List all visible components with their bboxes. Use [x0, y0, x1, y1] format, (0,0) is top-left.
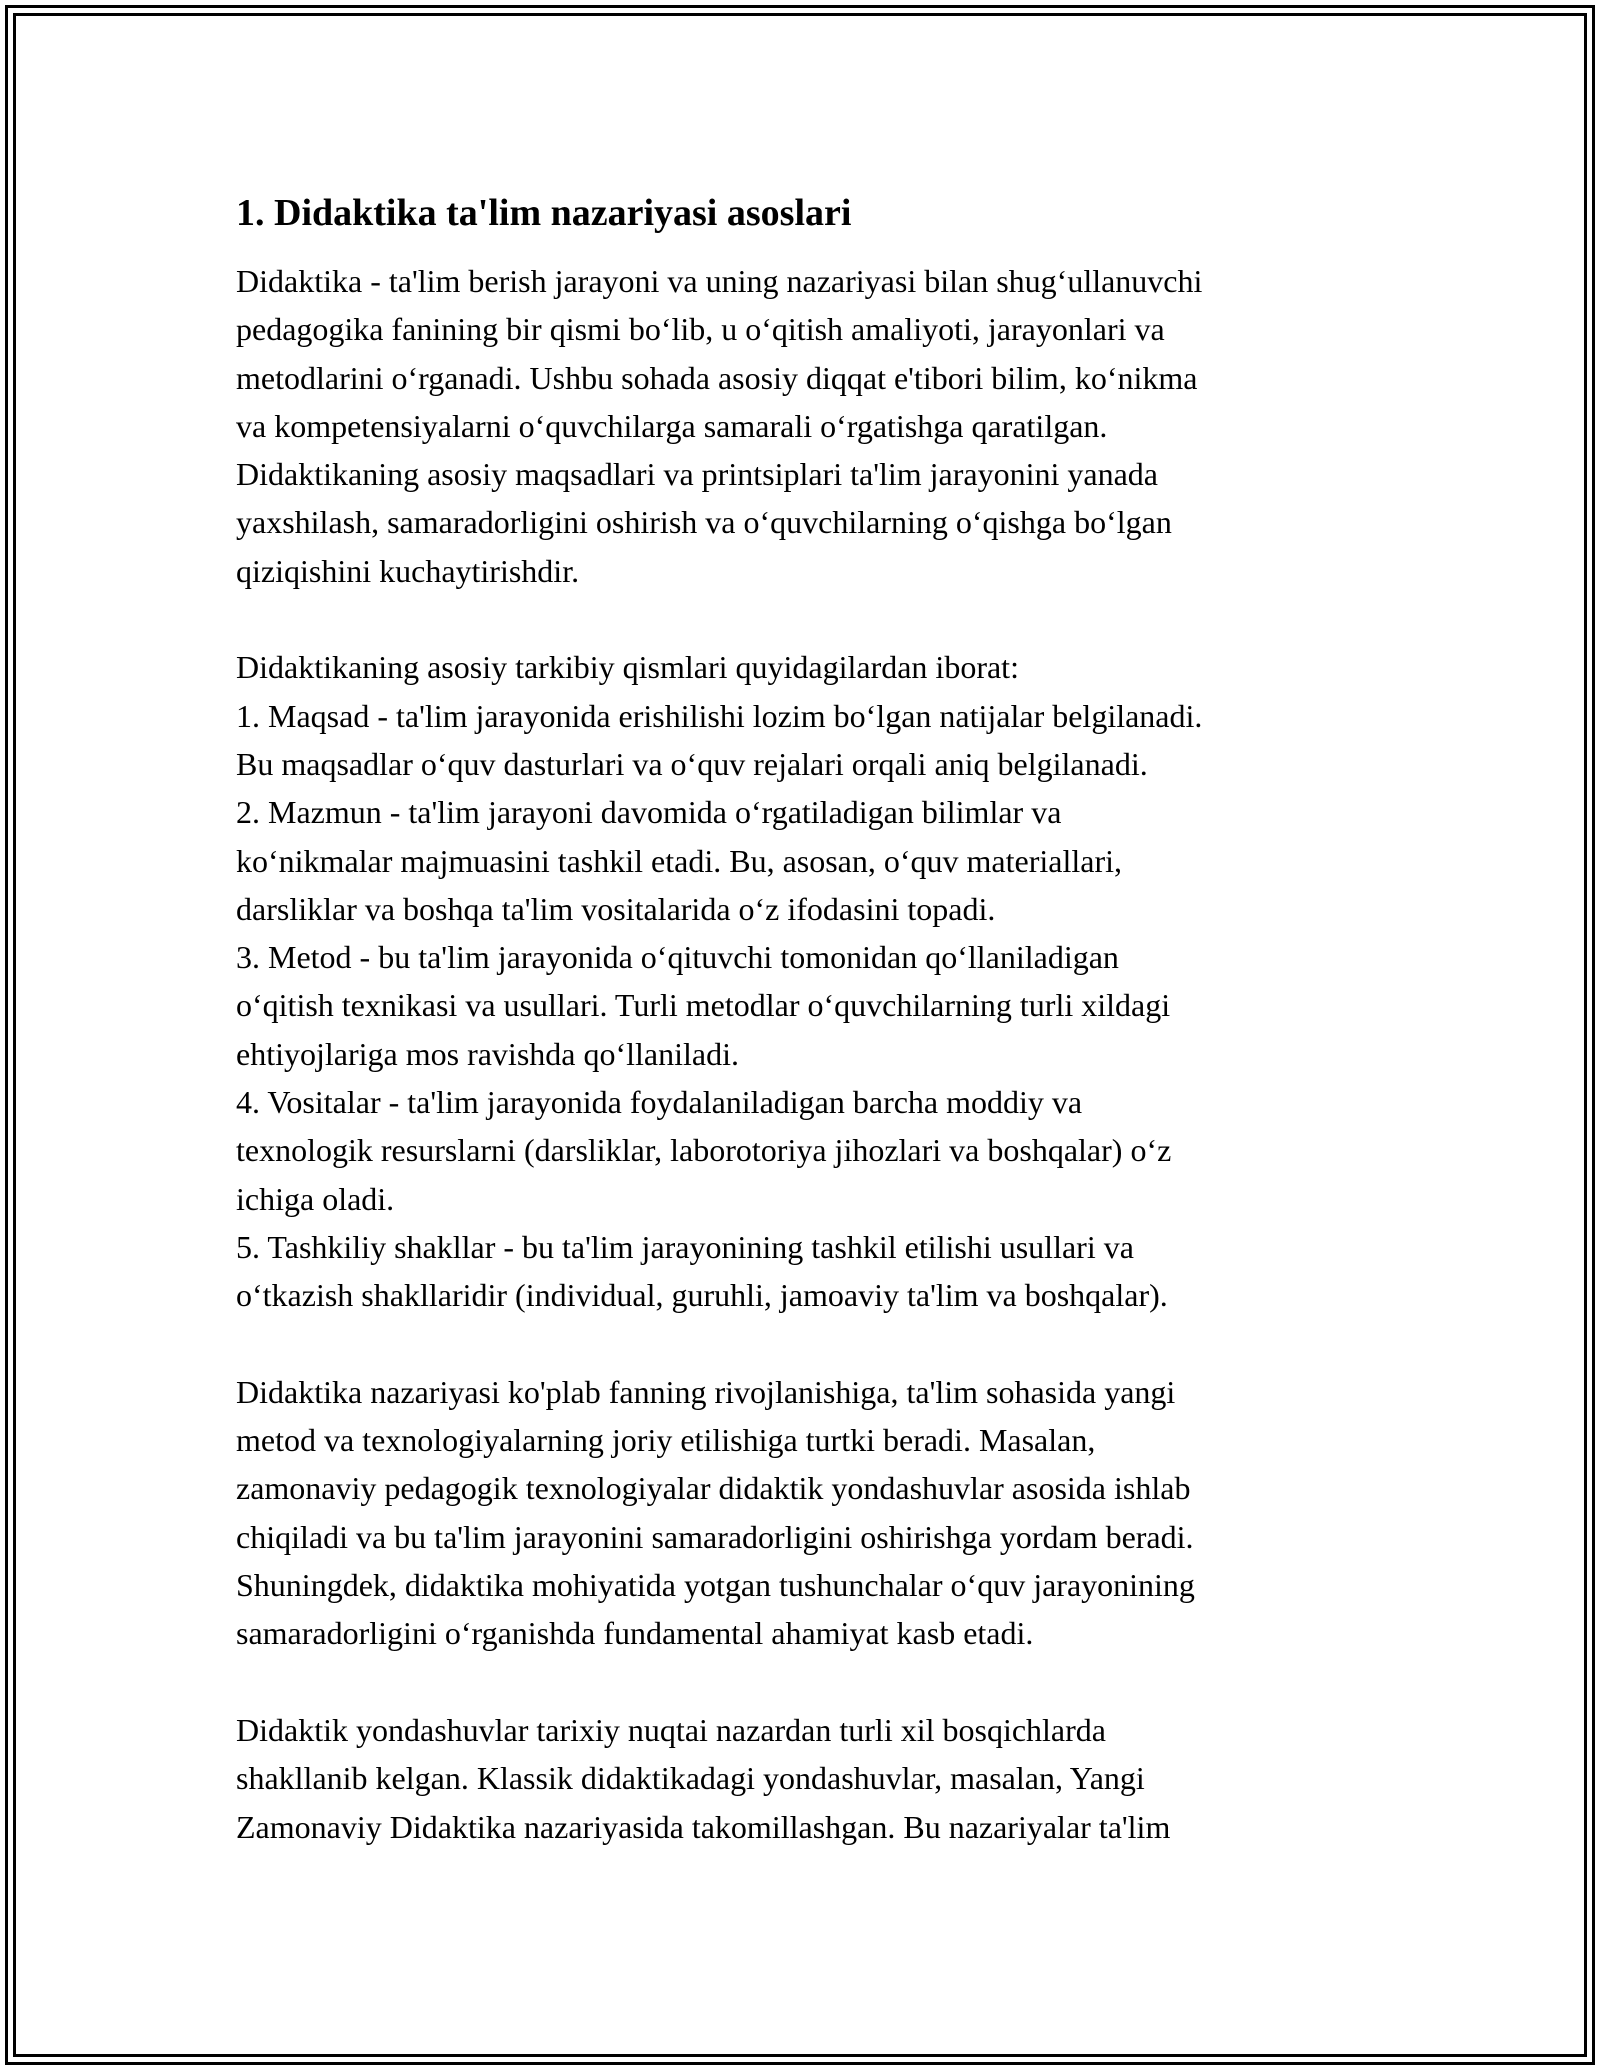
text-line: Zamonaviy Didaktika nazariyasida takomillashgan. Bu nazariyalar ta'lim: [236, 1808, 1171, 1845]
text-line: shakllanib kelgan. Klassik didaktikadagi yondashuvlar, masalan, Yangi: [236, 1760, 1145, 1797]
list-item-line: ichiga oladi.: [236, 1180, 395, 1217]
text-line: zamonaviy pedagogik texnologiyalar didaktik yondashuvlar asosida ishlab: [236, 1470, 1191, 1507]
list-item-line: Bu maqsadlar o‘quv dasturlari va o‘quv rejalari orqali aniq belgilanadi.: [236, 745, 1148, 782]
paragraph-historical: [236, 1706, 1356, 1851]
list-item-line: 5. Tashkiliy shakllar - bu ta'lim jarayonining tashkil etilishi usullari va: [236, 1228, 1134, 1265]
text-line: Didaktikaning asosiy maqsadlari va printsiplari ta'lim jarayonini yanada: [236, 456, 1158, 493]
text-line: Shuningdek, didaktika mohiyatida yotgan tushunchalar o‘quv jarayonining: [236, 1567, 1195, 1604]
paragraph-intro: [236, 257, 1356, 595]
list-item-line: texnologik resurslarni (darsliklar, laborotoriya jihozlari va boshqalar) o‘z: [236, 1132, 1172, 1169]
list-item-line: ehtiyojlariga mos ravishda qo‘llaniladi.: [236, 1035, 739, 1072]
document-body: [236, 185, 1356, 1899]
list-item-line: 4. Vositalar - ta'lim jarayonida foydalaniladigan barcha moddiy va: [236, 1084, 1083, 1121]
text-line: va kompetensiyalarni o‘quvchilarga samarali o‘rgatishga qaratilgan.: [236, 407, 1108, 444]
document-title: 1. Didaktika ta'lim nazariyasi asoslari: [236, 192, 852, 234]
text-line: yaxshilash, samaradorligini oshirish va o‘quvchilarning o‘qishga bo‘lgan: [236, 504, 1172, 541]
list-item-line: 2. Mazmun - ta'lim jarayoni davomida o‘rgatiladigan bilimlar va: [236, 794, 1062, 831]
list-item-line: ko‘nikmalar majmuasini tashkil etadi. Bu, asosan, o‘quv materiallari,: [236, 842, 1122, 879]
text-line: pedagogika fanining bir qismi bo‘lib, u o‘qitish amaliyoti, jarayonlari va: [236, 311, 1165, 348]
text-line: Didaktikaning asosiy tarkibiy qismlari quyidagilardan iborat:: [236, 649, 1019, 686]
text-line: metodlarini o‘rganadi. Ushbu sohada asosiy diqqat e'tibori bilim, ko‘nikma: [236, 359, 1198, 396]
paragraph-theory-impact: [236, 1368, 1356, 1658]
list-item-line: darsliklar va boshqa ta'lim vositalarida o‘z ifodasini topadi.: [236, 890, 996, 927]
list-item-line: 3. Metod - bu ta'lim jarayonida o‘qituvchi tomonidan qo‘llaniladigan: [236, 939, 1119, 976]
list-item-line: o‘tkazish shakllaridir (individual, guruhli, jamoaviy ta'lim va boshqalar).: [236, 1277, 1168, 1314]
text-line: metod va texnologiyalarning joriy etilishiga turtki beradi. Masalan,: [236, 1422, 1096, 1459]
text-line: Didaktika - ta'lim berish jarayoni va uning nazariyasi bilan shug‘ullanuvchi: [236, 263, 1203, 299]
list-item-line: o‘qitish texnikasi va usullari. Turli metodlar o‘quvchilarning turli xildagi: [236, 987, 1171, 1024]
text-line: chiqiladi va bu ta'lim jarayonini samaradorligini oshirishga yordam beradi.: [236, 1518, 1194, 1555]
text-line: qiziqishini kuchaytirishdir.: [236, 552, 580, 589]
text-line: Didaktika nazariyasi ko'plab fanning rivojlanishiga, ta'lim sohasida yangi: [236, 1373, 1176, 1410]
paragraph-components-list: [236, 643, 1356, 1319]
list-item-line: 1. Maqsad - ta'lim jarayonida erishilishi lozim bo‘lgan natijalar belgilanadi.: [236, 697, 1203, 734]
text-line: samaradorligini o‘rganishda fundamental ahamiyat kasb etadi.: [236, 1615, 1034, 1652]
text-line: Didaktik yondashuvlar tarixiy nuqtai nazardan turli xil bosqichlarda: [236, 1711, 1106, 1748]
